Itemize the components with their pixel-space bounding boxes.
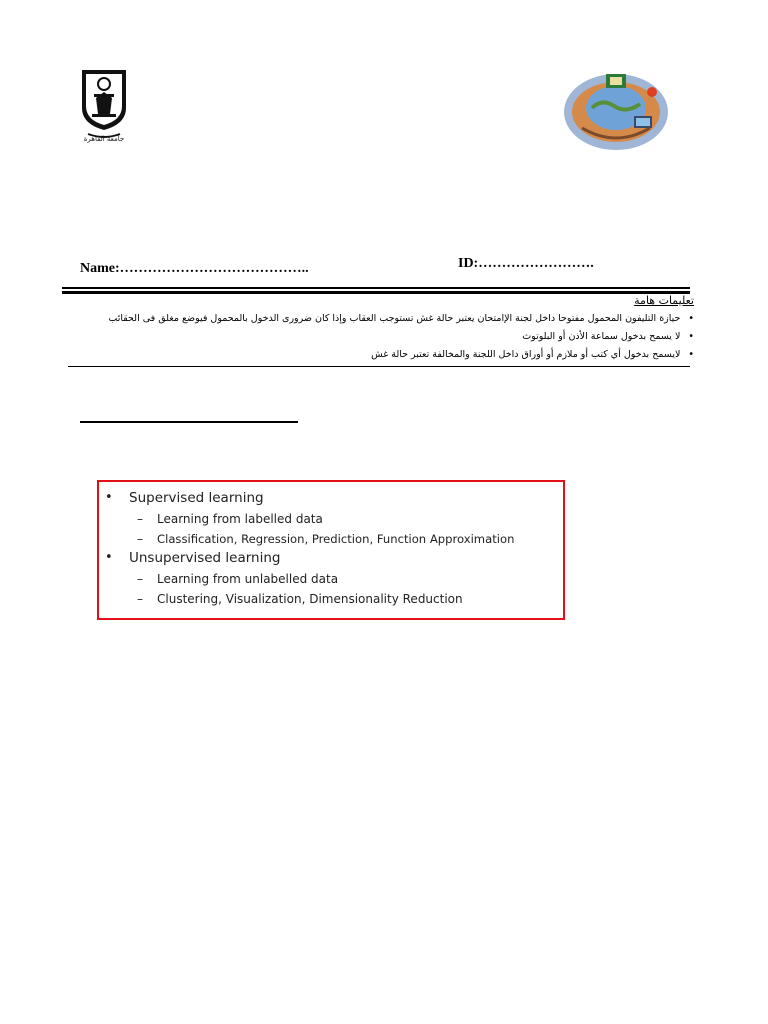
name-field: Name:………………………………….. (80, 261, 309, 276)
instruction-item: • حيازة التليفون المحمول مفتوحا داخل لجنة الإامتحان يعتبر حالة غش تستوجب العقاب وإذا كان ضرورى الدخول بالمحمول فيوضع مغلق فى الحقائب (64, 310, 694, 328)
instruction-item: • لا يسمح بدخول سماعة الأذن أو البلوتوث (64, 328, 694, 346)
instructions-title: تعليمات هامة (634, 294, 694, 307)
cairo-university-logo (80, 68, 128, 144)
sub-item-label: Classification, Regression, Prediction, Function Approximation (157, 532, 515, 546)
dash-marker: – (137, 512, 143, 526)
bullet-dot: • (105, 490, 113, 505)
sub-item-label: Clustering, Visualization, Dimensionality Reduction (157, 592, 463, 606)
instructions-list (64, 310, 694, 364)
sub-item-label: Learning from labelled data (157, 512, 323, 526)
bullet-dot: • (105, 550, 113, 565)
separator-line (62, 291, 690, 294)
bullet-label: Supervised learning (129, 490, 264, 506)
id-field: ID:……………………. (458, 256, 594, 271)
separator-line (62, 287, 690, 289)
dash-marker: – (137, 572, 143, 586)
learning-types-box (97, 480, 565, 620)
dash-marker: – (137, 532, 143, 546)
bullet-label: Unsupervised learning (129, 550, 281, 566)
sub-item-label: Learning from unlabelled data (157, 572, 339, 586)
blank-answer-line (80, 421, 298, 423)
svg-text:جامعة القاهرة: جامعة القاهرة (83, 135, 125, 143)
separator-line (68, 366, 690, 367)
dash-marker: – (137, 592, 143, 606)
instruction-item: • لايسمح بدخول أي كتب أو ملازم أو أوراق داخل اللجنة والمخالفة تعتبر حالة غش (64, 346, 694, 364)
faculty-of-computers-logo (562, 68, 670, 152)
